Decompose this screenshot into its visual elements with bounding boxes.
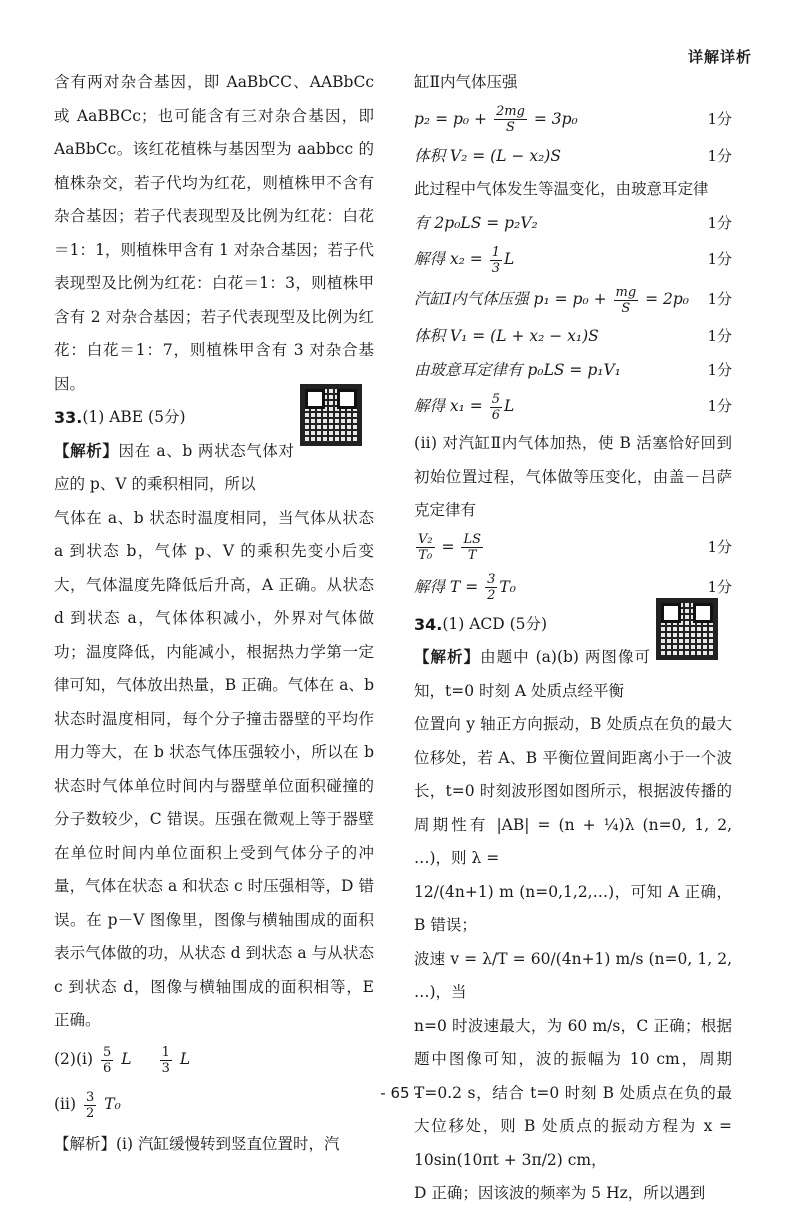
qr-code-icon[interactable] — [656, 598, 718, 660]
equation-x1: 解得 x₁ = $\frac{5}{6}$ L 1分 — [414, 391, 732, 423]
q33-choice: (1) ABE (5分) — [82, 408, 186, 426]
q33-part2-analysis: 【解析】(ⅰ) 汽缸缓慢转到竖直位置时，汽 — [54, 1134, 340, 1153]
equation-v2: 体积 V₂ = (L − x₂)S 1分 — [414, 146, 732, 165]
q33-part2-answer: (2)(ⅰ) $\frac{5}{6}$ L $\frac{1}{3}$ L — [54, 1044, 191, 1076]
equation-t: 解得 T = $\frac{3}{2}$ T₀ 1分 — [414, 572, 732, 604]
left-column — [54, 66, 374, 1161]
equation-boyle-2: 由玻意耳定律有 p₀LS = p₁V₁ 1分 — [414, 360, 732, 379]
page-header: 详解详析 — [687, 48, 752, 66]
equation-p1: 汽缸Ⅰ内气体压强 p₁ = p₀ + $\frac{mg}{S}$ = 2p₀ 1分 — [414, 284, 732, 316]
q34-analysis-start: 【解析】由题中 (a)(b) 两图像可知，t=0 时刻 A 处质点经平衡 — [414, 648, 650, 700]
q33-part2ii-answer: (ⅱ) $\frac{3}{2}$ T₀ — [54, 1089, 121, 1121]
equation-gay-lussac: $\frac{\text{V₂}}{\text{T₀}}$ = $\frac{LS}{T}$ 1分 — [418, 532, 732, 564]
qr-code-icon[interactable] — [300, 384, 362, 446]
q33-analysis-body: 气体在 a、b 状态时温度相同，当气体从状态 a 到状态 b，气体 p、V 的乘积先变小后变大，气体温度先降低后升高，A 正确。从状态 d 到状态 a，气体体积减小，外界对气体做功；温度降低，内能减小，根据热力学第一定律可知，气体放出热量，B 正确。气体在 a、b 状态时温度相同，每个分子撞击器壁的平均作用力等大，在 b 状态气体压强较小，所以在 b 状态时气体单位时间内与器壁单位面积碰撞的分子数较少，C 错误。压强在微观上等于器壁在单位时间内单位面积上受到气体分子的冲量，气体在状态 a 和状态 c 时压强相等，D 错误。在 p－V 图像里，图像与横轴围成的面积表示气体做的功，从状态 d 到状态 a 与从状态 c 到状态 d，图像与横轴围成的面积相等，E 正确。 — [54, 508, 374, 1029]
q34-answer: 34. (1) ACD (5分) — [414, 614, 548, 634]
page-number: - 65 - — [380, 1084, 420, 1102]
paragraph-genetics: 含有两对杂合基因，即 AaBbCC、AABbCc 或 AaBBCc；也可能含有三对杂合基因，即 AaBbCc。该红花植株与基因型为 aabbcc 的植株杂交，若子代均为红花，则植株甲不含有杂合基因；若子代表现型及比例为红花：白花＝1：1，则植株甲含有 1 对杂合基因；若子代表现型及比例为红花：白花＝1：3，则植株甲含有 2 对杂合基因；若子代表现型及比例为红花：白花＝1：7，则植株甲含有 3 对杂合基因。 — [54, 73, 374, 393]
equation-v1: 体积 V₁ = (L + x₂ − x₁)S 1分 — [414, 327, 732, 345]
equation-p2: p₂ = p₀ + $\frac{2mg}{S}$ = 3p₀ 1分 — [414, 104, 732, 136]
right-column: 缸Ⅱ内气体压强 p₂ = p₀ + $\frac{2mg}{S}$ = 3p₀ 1分 体积 V₂ = (L − x₂)S 1分 此过程中气体发生等温变化，由玻意耳定律 有 2p₀LS = p₂V₂ 1分 解得 x₂ = $\frac{1}{3}$ L 1分 汽缸Ⅰ内气体压强 p₁ = p₀ + $\frac{mg}{S}$ = 2p₀ 1分 体积 V₁ = (L + x₂ − x₁)S 1分 由玻意耳定律有 p₀LS = p₁V₁ 1分 解得 x₁ = $\frac{5}{6}$ L 1分 (ⅱ) 对汽缸Ⅱ内气体加热，使 B 活塞恰好回到初始位置过程，气体做等压变化，由盖－吕萨克定律有 $\frac{\text{V₂}}{\text{T₀}}$ = $\frac{LS}{T}$ 1分 解得 T = $\frac{3}{2}$ T₀ 1分 34. (1) ACD (5分) 【解析】由题中 (a)(b) 两图像可知，t=0 时刻 A 处质点经平衡 位置向 y 轴正方向振动，B 处质点在负的最大位移处，若 A、B 平衡位置间距离小于一个波长，t=0 时刻波形图如图所示，根据波传播的周期性有 |AB| = (n + ¼)λ (n=0, 1, 2, …)，则 λ = 12/(4n+1) m (n=0,1,2,…)，可知 A 正确，B 错误； 波速 v = λ/T = 60/(4n+1) m/s (n=0, 1, 2, …)，当 n=0 时波速最大，为 60 m/s，C 正确；根据题中图像可知，波的振幅为 10 cm，周期 T=0.2 s，结合 t=0 时刻 B 处质点在负的最大位移处，则 B 处质点的振动方程为 x = 10sin(10πt + 3π/2) cm， D 正确；因该波的频率为 5 Hz，所以遇到 — [414, 73, 732, 1202]
analysis-tag: 【解析】 — [54, 441, 119, 460]
equation-x2: 解得 x₂ = $\frac{1}{3}$ L 1分 — [414, 244, 732, 276]
q33-analysis-start: 【解析】因在 a、b 两状态气体对应的 p、V 的乘积相同，所以 — [54, 441, 294, 493]
equation-boyle-1: 有 2p₀LS = p₂V₂ 1分 — [414, 213, 732, 232]
q33-number: 33. — [54, 408, 83, 427]
